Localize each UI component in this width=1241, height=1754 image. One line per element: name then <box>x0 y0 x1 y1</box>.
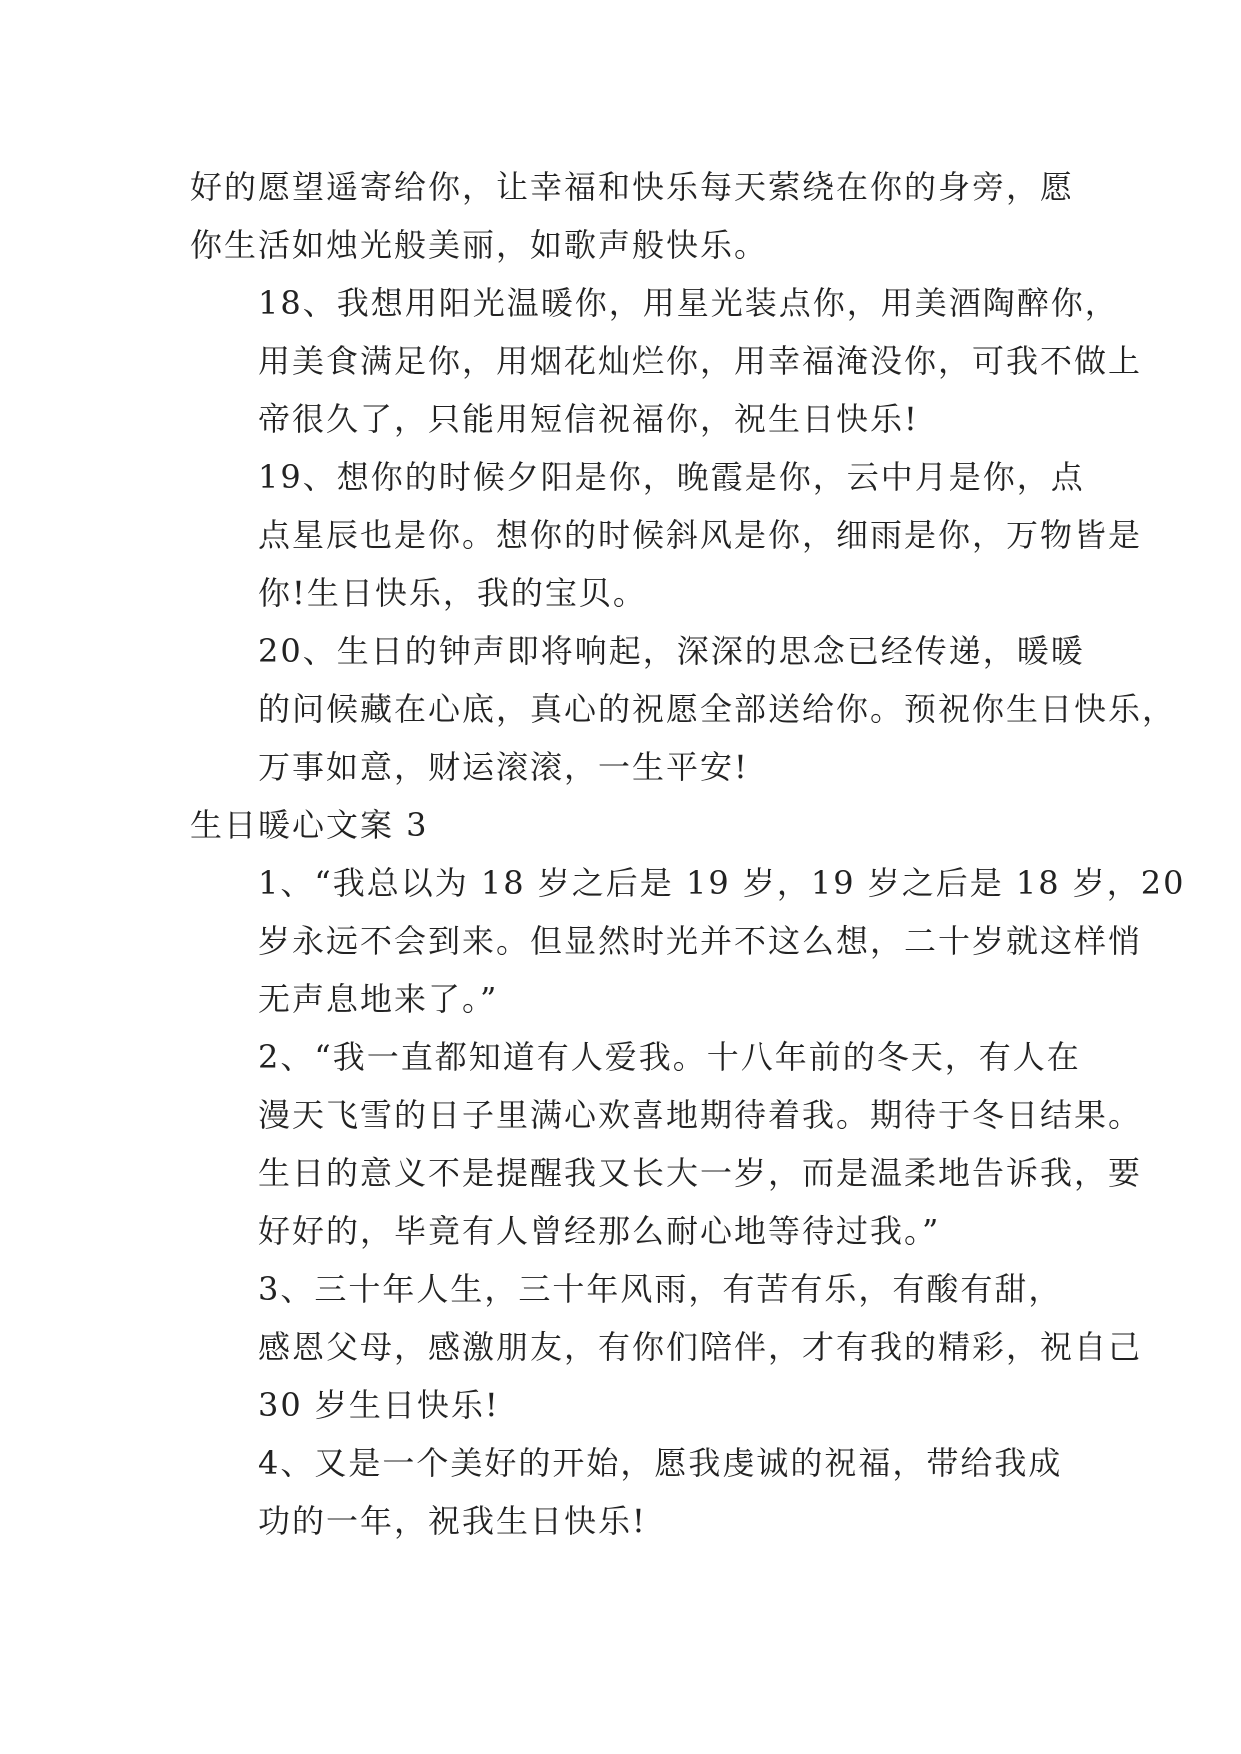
text-line: 功的一年，祝我生日快乐! <box>258 1502 647 1540</box>
list-item-20 <box>190 622 1177 796</box>
text-line: 3、三十年人生，三十年风雨，有苦有乐，有酸有甜， <box>258 1270 1063 1308</box>
text-line: 点星辰也是你。想你的时候斜风是你，细雨是你，万物皆是 <box>258 516 1143 554</box>
list-item-1 <box>190 854 1186 1028</box>
text-line: 30 岁生日快乐! <box>258 1386 500 1424</box>
text-line: 生日的意义不是提醒我又长大一岁，而是温柔地告诉我，要 <box>258 1154 1143 1192</box>
text-line: 你生活如烛光般美丽，如歌声般快乐。 <box>190 226 769 264</box>
section-heading <box>190 796 1070 854</box>
text-line: 漫天飞雪的日子里满心欢喜地期待着我。期待于冬日结果。 <box>258 1096 1143 1134</box>
text-line: 岁永远不会到来。但显然时光并不这么想，二十岁就这样悄 <box>258 922 1143 960</box>
text-line: 无声息地来了。” <box>258 980 499 1018</box>
text-line: 1、“我总以为 18 岁之后是 19 岁，19 岁之后是 18 岁，20 <box>258 864 1186 902</box>
text-line: 18、我想用阳光温暖你，用星光装点你，用美酒陶醉你， <box>258 284 1119 322</box>
text-line: 2、“我一直都知道有人爱我。十八年前的冬天，有人在 <box>258 1038 1081 1076</box>
list-item-18 <box>190 274 1143 448</box>
document-body <box>190 158 1186 1550</box>
text-line: 4、又是一个美好的开始，愿我虔诚的祝福，带给我成 <box>258 1444 1063 1482</box>
list-item-4 <box>190 1434 1070 1550</box>
text-line: 用美食满足你，用烟花灿烂你，用幸福淹没你，可我不做上 <box>258 342 1143 380</box>
text-line: 19、想你的时候夕阳是你，晚霞是你，云中月是你，点 <box>258 458 1085 496</box>
text-line: 好的愿望遥寄给你，让幸福和快乐每天萦绕在你的身旁，愿 <box>190 168 1075 206</box>
list-item-19 <box>190 448 1143 622</box>
text-line: 帝很久了，只能用短信祝福你，祝生日快乐! <box>258 400 919 438</box>
list-item-2 <box>190 1028 1143 1260</box>
text-line: 的问候藏在心底，真心的祝愿全部送给你。预祝你生日快乐， <box>258 690 1177 728</box>
list-item-3 <box>190 1260 1143 1434</box>
paragraph-continuation <box>190 158 1075 274</box>
text-line: 万事如意，财运滚滚，一生平安! <box>258 748 749 786</box>
heading-text: 生日暖心文案 3 <box>190 806 429 844</box>
text-line: 好好的，毕竟有人曾经那么耐心地等待过我。” <box>258 1212 941 1250</box>
text-line: 感恩父母，感激朋友，有你们陪伴，才有我的精彩，祝自己 <box>258 1328 1143 1366</box>
text-line: 20、生日的钟声即将响起，深深的思念已经传递，暖暖 <box>258 632 1085 670</box>
text-line: 你!生日快乐，我的宝贝。 <box>258 574 647 612</box>
